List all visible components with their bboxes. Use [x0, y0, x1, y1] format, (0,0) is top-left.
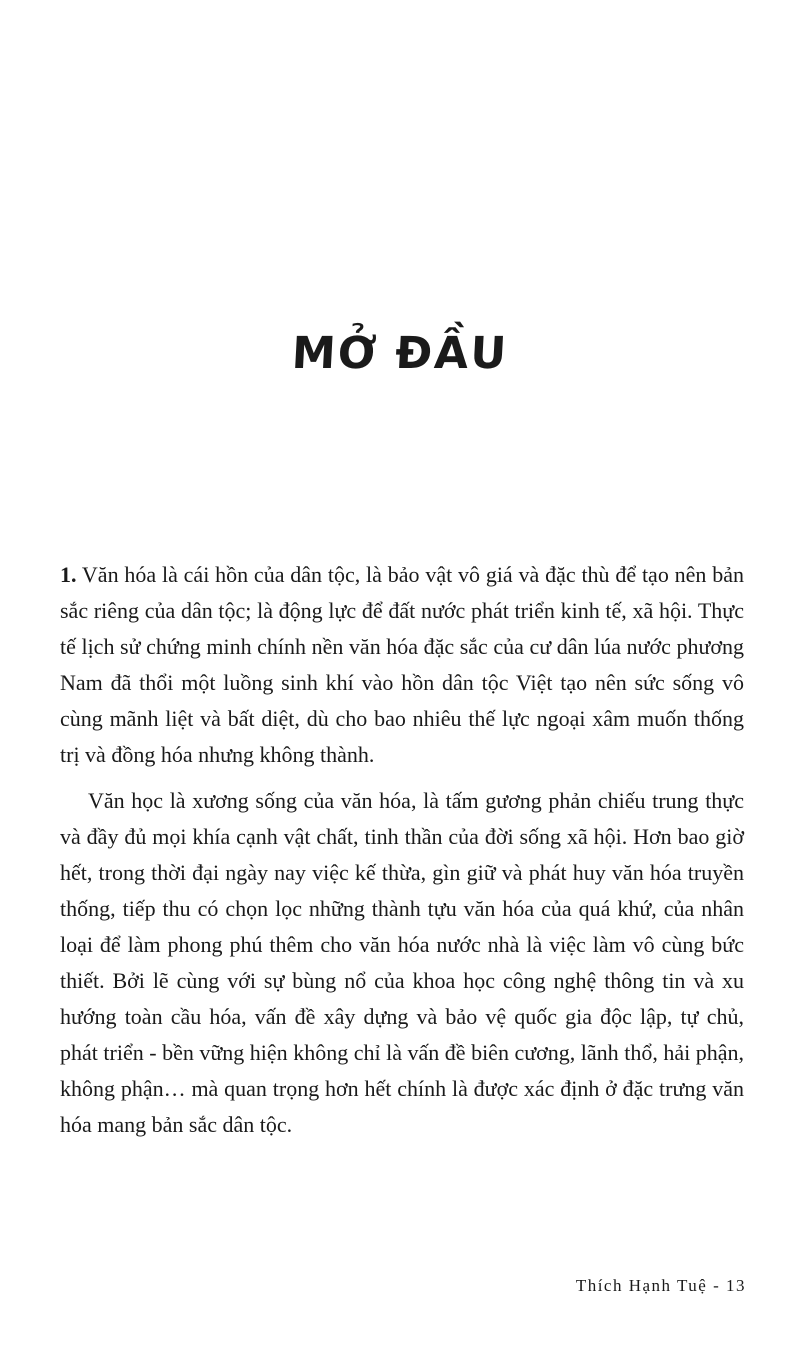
footer-separator: - — [707, 1276, 726, 1295]
paragraph-2: Văn học là xương sống của văn hóa, là tấm gương phản chiếu trung thực và đầy đủ mọi khía cạnh vật chất, tinh thần của đời sống xã hội. Hơn bao giờ hết, trong thời đại ngày nay việc kế thừa, gìn giữ và phát huy văn hóa truyền thống, tiếp thu có chọn lọc những thành tựu văn hóa của quá khứ, của nhân loại để làm phong phú thêm cho văn hóa nước nhà là việc làm vô cùng bức thiết. Bởi lẽ cùng với sự bùng nổ của khoa học công nghệ thông tin và xu hướng toàn cầu hóa, vấn đề xây dựng và bảo vệ quốc gia độc lập, tự chủ, phát triển - bền vững hiện không chỉ là vấn đề biên cương, lãnh thổ, hải phận, không phận… mà quan trọng hơn hết chính là được xác định ở đặc trưng văn hóa mang bản sắc dân tộc. — [60, 788, 744, 1137]
page-number: 13 — [726, 1276, 746, 1295]
running-author: Thích Hạnh Tuệ — [575, 1276, 708, 1295]
paragraph-number: 1. — [60, 562, 77, 587]
page-footer — [576, 1276, 746, 1296]
chapter-title: MỞ ĐẦU — [290, 328, 510, 379]
paragraph-1-text: Văn hóa là cái hồn của dân tộc, là bảo vật vô giá và đặc thù để tạo nên bản sắc riêng của dân tộc; là động lực để đất nước phát triển kinh tế, xã hội. Thực tế lịch sử chứng minh chính nền văn hóa đặc sắc của cư dân lúa nước phương Nam đã thổi một luồng sinh khí vào hồn dân tộc Việt tạo nên sức sống vô cùng mãnh liệt và bất diệt, dù cho bao nhiêu thế lực ngoại xâm muốn thống trị và đồng hóa nhưng không thành. — [60, 562, 744, 767]
paragraph-1 — [60, 557, 744, 773]
body-text — [60, 557, 744, 1143]
